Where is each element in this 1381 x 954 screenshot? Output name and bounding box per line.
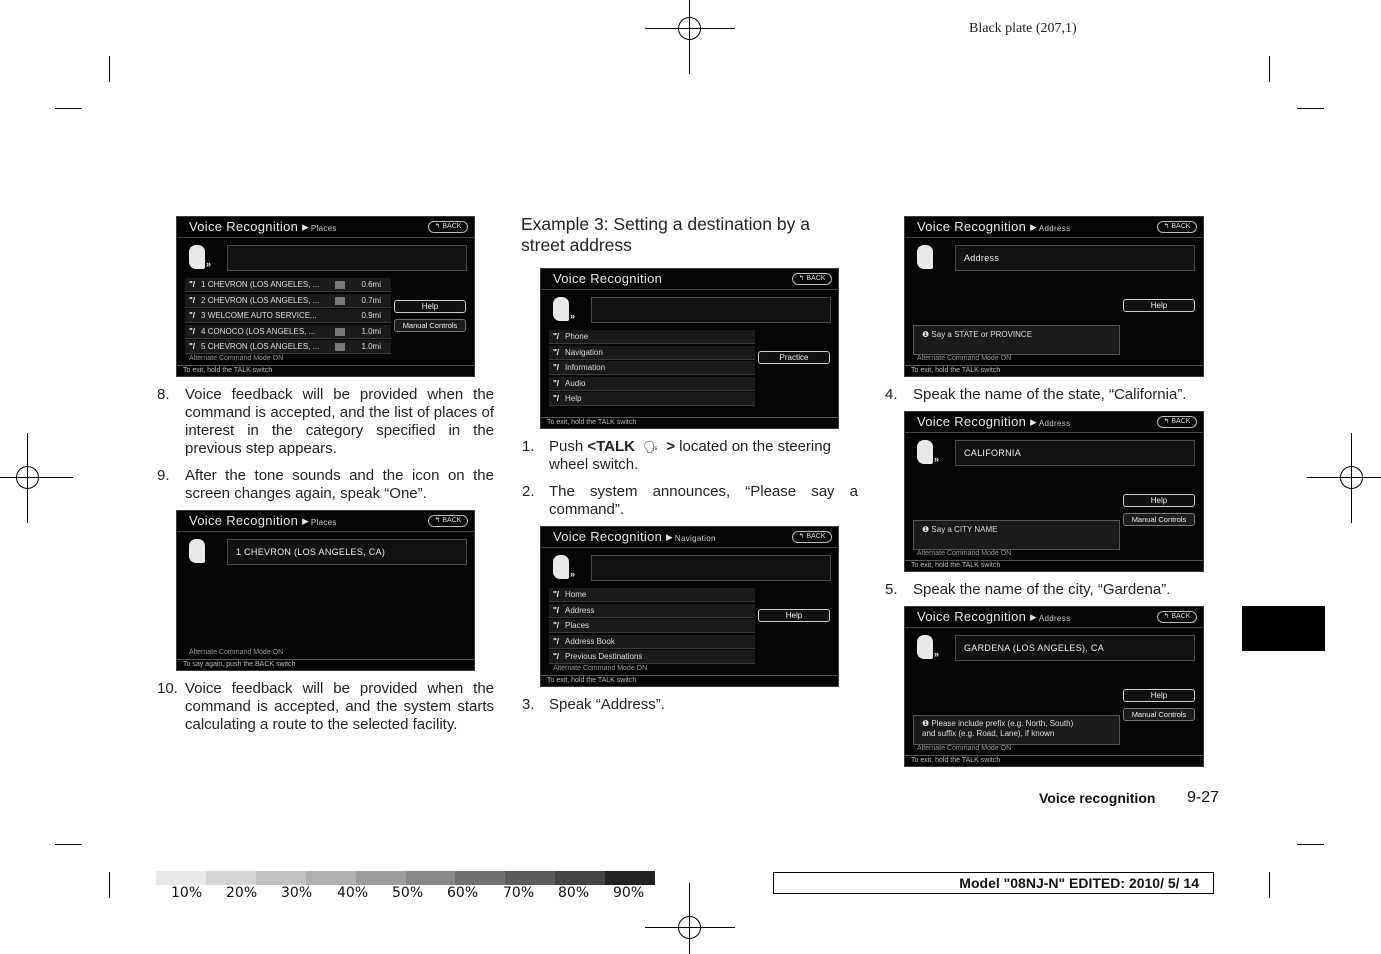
section-name: Voice recognition xyxy=(1039,790,1156,806)
percent-label: 80% xyxy=(558,885,590,901)
list-item[interactable]: "/ 1 CHEVRON (LOS ANGELES, ... 0.6mi xyxy=(185,278,391,292)
voice-head-icon xyxy=(189,539,211,567)
screen-title: Voice Recognition ▸ Places xyxy=(189,513,337,528)
voice-head-icon xyxy=(917,245,939,273)
percent-label: 40% xyxy=(337,885,369,901)
talk-switch-icon: 🗣 xyxy=(643,440,659,455)
crop-mark xyxy=(1269,56,1270,82)
title-divider xyxy=(177,237,474,238)
footer-divider xyxy=(541,675,838,676)
back-button[interactable]: ↰ BACK xyxy=(428,221,468,233)
manual-controls-button[interactable]: Manual Controls xyxy=(1123,708,1195,721)
manual-controls-button[interactable]: Manual Controls xyxy=(394,319,466,332)
talk-label: <TALK xyxy=(587,438,635,455)
recognized-text: CALIFORNIA xyxy=(955,440,1195,466)
voice-head-icon: » xyxy=(553,555,575,583)
title-divider xyxy=(541,289,838,290)
footer-divider xyxy=(905,560,1203,561)
alt-command-status: Alternate Command Mode ON xyxy=(917,745,1012,752)
voice-head-icon: » xyxy=(189,245,211,273)
list-item[interactable]: "/ Help xyxy=(549,392,755,406)
crop-mark xyxy=(1297,108,1324,109)
registration-mark-right xyxy=(1307,433,1381,523)
info-icon: ❶ xyxy=(922,330,932,339)
crop-mark xyxy=(109,872,110,898)
screen-footer: To exit, hold the TALK switch xyxy=(911,757,1001,764)
step-4: 4. Speak the name of the state, “California”. xyxy=(885,386,1187,403)
title-divider xyxy=(541,547,838,548)
prompt-info: ❶ Please include prefix (e.g. North, South) and suffix (e.g. Road, Lane), if known xyxy=(913,715,1120,745)
help-button[interactable]: Help xyxy=(394,300,466,313)
alt-command-status: Alternate Command Mode ON xyxy=(917,550,1012,557)
list-item[interactable]: "/ 3 WELCOME AUTO SERVICE... 0.9mi xyxy=(185,309,391,323)
list-item[interactable]: "/ Home xyxy=(549,588,755,602)
crop-mark xyxy=(55,108,82,109)
list-item[interactable]: "/ 5 CHEVRON (LOS ANGELES, ... 1.0mi xyxy=(185,340,391,354)
command-list xyxy=(549,588,755,666)
screen-footer: To exit, hold the TALK switch xyxy=(547,419,637,426)
step-3: 3. Speak “Address”. xyxy=(522,696,665,713)
percent-label: 20% xyxy=(226,885,258,901)
step-8: 8. Voice feedback will be provided when the command is accepted, and the list of places of interest in the category specified in the previous step appears. xyxy=(157,386,494,457)
back-button[interactable]: ↰ BACK xyxy=(1157,611,1197,623)
screen-navigation-menu xyxy=(540,526,839,687)
map-icon xyxy=(335,343,345,351)
recognition-field xyxy=(591,297,831,323)
practice-button[interactable]: Practice xyxy=(758,351,830,364)
crop-mark xyxy=(109,56,110,82)
percent-label: 60% xyxy=(447,885,479,901)
footer-divider xyxy=(541,417,838,418)
percent-label: 70% xyxy=(503,885,535,901)
percent-label: 90% xyxy=(613,885,645,901)
screen-title: Voice Recognition ▸ Navigation xyxy=(553,529,716,544)
plate-label: Black plate (207,1) xyxy=(969,21,1077,36)
info-icon: ❶ xyxy=(922,525,932,534)
recognition-field xyxy=(227,245,467,271)
screen-address-city xyxy=(904,411,1204,572)
prompt-info: ❶ Say a CITY NAME xyxy=(913,520,1120,550)
page-number: 9-27 xyxy=(1187,789,1220,806)
percent-label: 30% xyxy=(281,885,313,901)
help-button[interactable]: Help xyxy=(1123,689,1195,702)
step-2: 2. The system announces, “Please say a command”. xyxy=(522,483,858,518)
recognized-text: 1 CHEVRON (LOS ANGELES, CA) xyxy=(227,539,467,565)
list-item[interactable]: "/ Navigation xyxy=(549,346,755,360)
info-icon: ❶ xyxy=(922,719,932,728)
footer-divider xyxy=(177,365,474,366)
title-divider xyxy=(905,237,1203,238)
back-button[interactable]: ↰ BACK xyxy=(792,273,832,285)
recognition-field xyxy=(591,555,831,581)
recognized-text: GARDENA (LOS ANGELES), CA xyxy=(955,635,1195,661)
title-divider xyxy=(905,432,1203,433)
step-5: 5. Speak the name of the city, “Gardena”. xyxy=(885,581,1171,598)
title-divider xyxy=(905,627,1203,628)
screen-footer: To exit, hold the TALK switch xyxy=(911,562,1001,569)
list-item[interactable]: "/ 2 CHEVRON (LOS ANGELES, ... 0.7mi xyxy=(185,294,391,308)
list-item[interactable]: "/ Phone xyxy=(549,330,755,344)
title-divider xyxy=(177,531,474,532)
alt-command-status: Alternate Command Mode ON xyxy=(189,649,284,656)
map-icon xyxy=(335,297,345,305)
help-button[interactable]: Help xyxy=(1123,494,1195,507)
percent-label: 10% xyxy=(171,885,203,901)
list-item[interactable]: "/ Address Book xyxy=(549,635,755,649)
back-button[interactable]: ↰ BACK xyxy=(792,531,832,543)
prompt-info: ❶ Say a STATE or PROVINCE xyxy=(913,325,1120,355)
alt-command-status: Alternate Command Mode ON xyxy=(917,355,1012,362)
example-heading: Example 3: Setting a destination by a street address xyxy=(521,214,810,255)
screen-places-list xyxy=(176,216,475,377)
registration-mark-top xyxy=(645,0,735,74)
step-10: 10. Voice feedback will be provided when the command is accepted, and the system starts calculating a route to the selected facility. xyxy=(157,680,494,733)
footer-divider xyxy=(177,659,474,660)
grayscale-strip xyxy=(156,871,655,885)
command-list xyxy=(549,330,755,408)
footer-divider xyxy=(905,365,1203,366)
registration-mark-left xyxy=(0,433,73,523)
screen-footer: To exit, hold the TALK switch xyxy=(183,367,273,374)
screen-footer: To say again, push the BACK switch xyxy=(183,661,296,668)
manual-controls-button[interactable]: Manual Controls xyxy=(1123,513,1195,526)
step-9: 9. After the tone sounds and the icon on the screen changes again, speak “One”. xyxy=(157,467,494,502)
help-button[interactable]: Help xyxy=(758,609,830,622)
screen-title: Voice Recognition ▸ Address xyxy=(917,609,1071,624)
percent-labels xyxy=(171,885,661,901)
recognized-text: Address xyxy=(955,245,1195,271)
percent-label: 50% xyxy=(392,885,424,901)
list-item[interactable]: "/ Audio xyxy=(549,377,755,391)
screen-footer: To exit, hold the TALK switch xyxy=(911,367,1001,374)
alt-command-status: Alternate Command Mode ON xyxy=(553,665,648,672)
back-button[interactable]: ↰ BACK xyxy=(428,515,468,527)
screen-address-state xyxy=(904,216,1204,377)
list-item[interactable]: "/ Information xyxy=(549,361,755,375)
section-tab xyxy=(1242,606,1325,651)
map-icon xyxy=(335,281,345,289)
map-icon xyxy=(335,328,345,336)
help-button[interactable]: Help xyxy=(1123,299,1195,312)
step-1: 1. Push <TALK 🗣 > located on the steering wheel switch. xyxy=(522,438,831,474)
voice-head-icon: » xyxy=(553,297,575,325)
list-item[interactable]: "/ 4 CONOCO (LOS ANGELES, ... 1.0mi xyxy=(185,325,391,339)
screen-places-selected xyxy=(176,510,475,671)
places-list xyxy=(185,278,391,356)
screen-address-street xyxy=(904,606,1204,767)
crop-mark xyxy=(1269,872,1270,898)
screen-title: Voice Recognition xyxy=(553,271,663,286)
model-edited-box: Model "08NJ-N" EDITED: 2010/ 5/ 14 xyxy=(773,872,1214,894)
crop-mark xyxy=(1297,844,1324,845)
list-item[interactable]: "/ Address xyxy=(549,604,755,618)
back-button[interactable]: ↰ BACK xyxy=(1157,221,1197,233)
list-item[interactable]: "/ Previous Destinations xyxy=(549,650,755,664)
alt-command-status: Alternate Command Mode ON xyxy=(189,355,284,362)
screen-title: Voice Recognition ▸ Places xyxy=(189,219,337,234)
list-item[interactable]: "/ Places xyxy=(549,619,755,633)
crop-mark xyxy=(55,844,82,845)
screen-title: Voice Recognition ▸ Address xyxy=(917,414,1071,429)
voice-head-icon: » xyxy=(917,440,939,468)
footer-divider xyxy=(905,755,1203,756)
screen-title: Voice Recognition ▸ Address xyxy=(917,219,1071,234)
screen-main-menu xyxy=(540,268,839,429)
back-button[interactable]: ↰ BACK xyxy=(1157,416,1197,428)
voice-head-icon: » xyxy=(917,635,939,663)
screen-footer: To exit, hold the TALK switch xyxy=(547,677,637,684)
